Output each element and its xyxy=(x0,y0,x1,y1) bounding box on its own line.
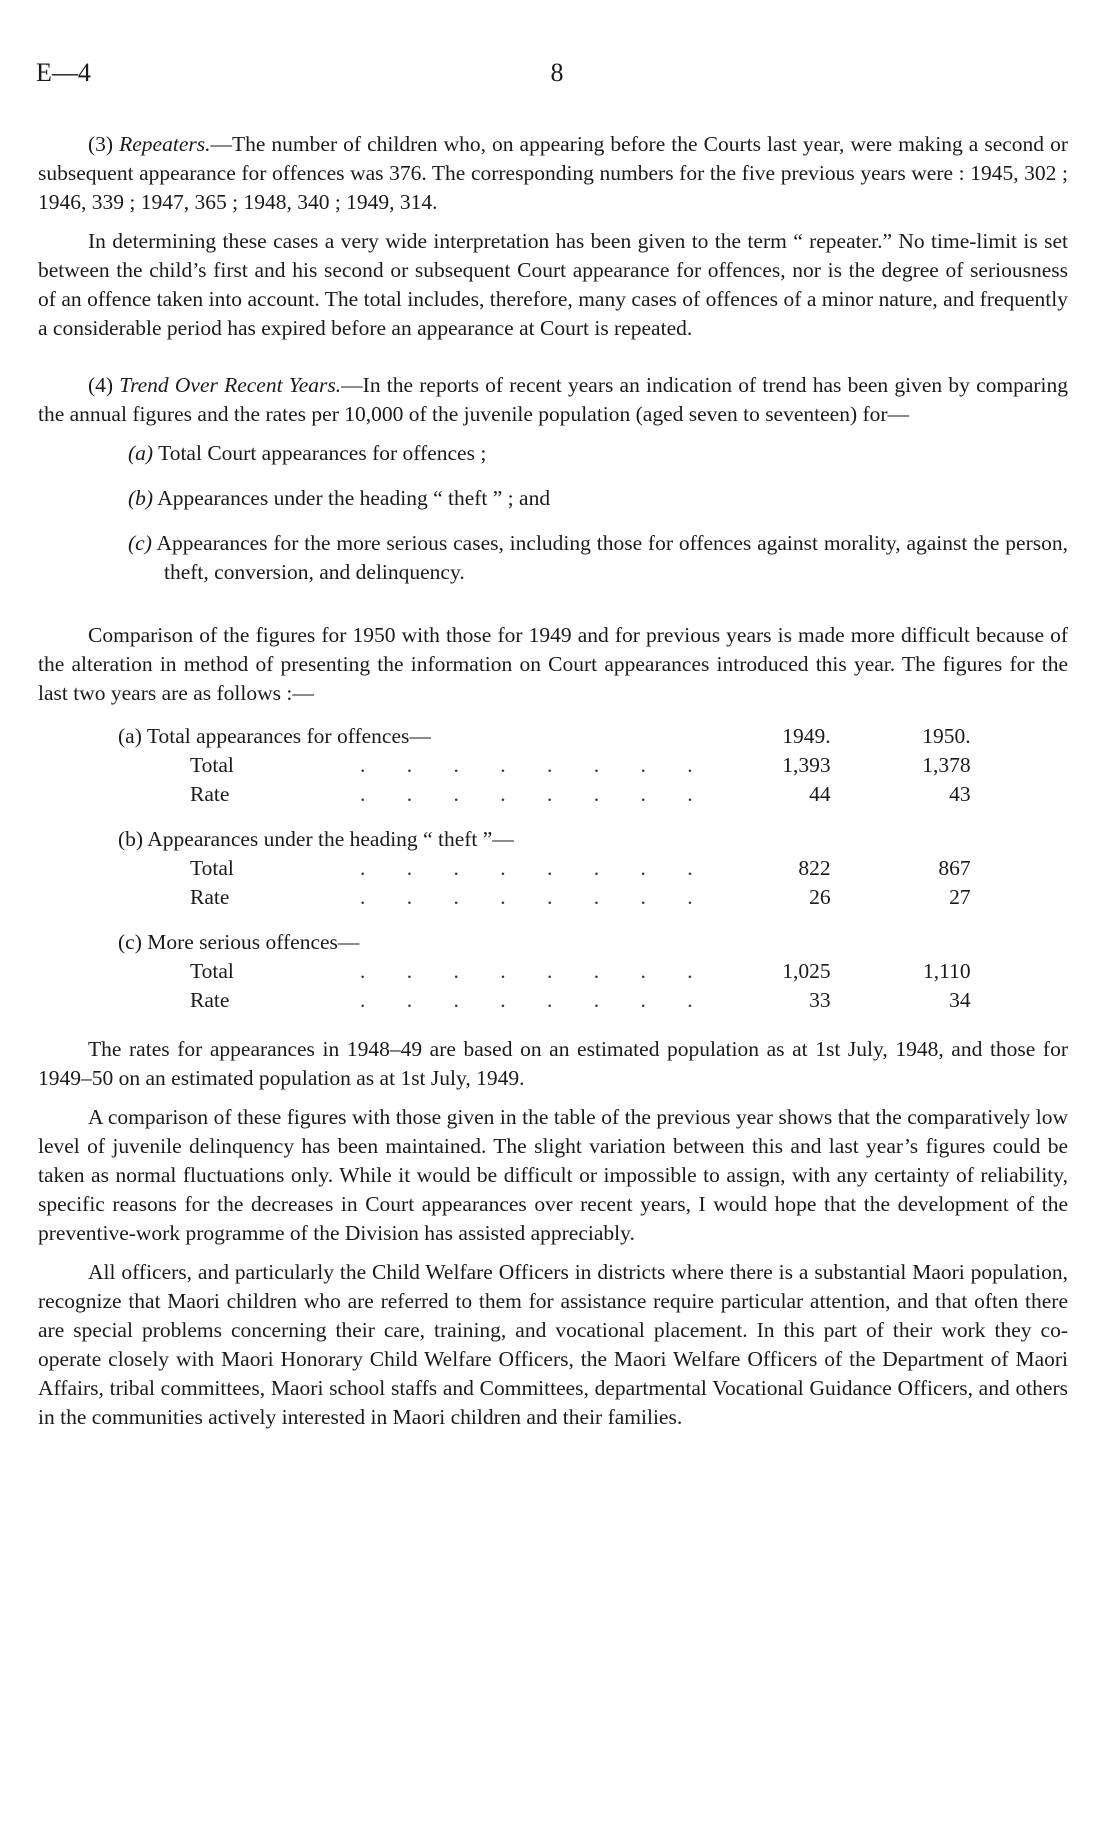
value-1950: 867 xyxy=(938,856,971,880)
list-marker: (b) xyxy=(128,486,154,510)
list-marker: (a) xyxy=(128,441,154,465)
group-title: (c) More serious offences— xyxy=(118,930,360,954)
value-1949: 26 xyxy=(809,885,831,909)
table-row xyxy=(118,751,971,780)
value-1950: 43 xyxy=(949,782,971,806)
list-text: Appearances under the heading “ theft ” ; and xyxy=(157,486,551,510)
table-row xyxy=(118,883,971,912)
value-1949: 1,025 xyxy=(782,959,831,983)
repeaters-paragraph xyxy=(38,130,1068,217)
value-1950: 1,110 xyxy=(923,959,971,983)
column-header-1949: 1949. xyxy=(782,724,831,748)
dot-leader: . . . . . . . . xyxy=(360,753,711,777)
section-heading: Trend Over Recent Years. xyxy=(119,373,342,397)
value-1949: 44 xyxy=(809,782,831,806)
page-header xyxy=(36,58,1078,98)
group-title: (b) Appearances under the heading “ theft ”— xyxy=(118,827,514,851)
comparison-paragraph: Comparison of the figures for 1950 with those for 1949 and for previous years is made more difficult because of the alteration in method of presenting the information on Court appearances introduced this year. The figures for the last two years are as follows :— xyxy=(38,623,1068,705)
table-row xyxy=(118,825,971,854)
list-item xyxy=(128,439,1068,468)
row-label: Total xyxy=(190,959,234,983)
list-item xyxy=(128,529,1068,587)
report-reference: E—4 xyxy=(36,58,91,87)
list-marker: (c) xyxy=(128,531,152,555)
value-1950: 34 xyxy=(949,988,971,1012)
row-label: Rate xyxy=(190,782,230,806)
dot-leader: . . . . . . . . xyxy=(360,959,711,983)
row-label: Rate xyxy=(190,885,230,909)
section-heading: Repeaters. xyxy=(119,132,211,156)
page-body xyxy=(38,130,1068,1442)
list-item xyxy=(128,484,1068,513)
dot-leader: . . . . . . . . xyxy=(360,885,711,909)
statistics-table xyxy=(118,722,971,1015)
list-text: Appearances for the more serious cases, including those for offences against morality, against the person, theft, conversion, and delinquency. xyxy=(156,531,1068,584)
table-row xyxy=(118,928,971,957)
row-label: Total xyxy=(190,753,234,777)
section-text: —The number of children who, on appearing before the Courts last year, were making a second or subsequent appearance for offences was 376. The corresponding numbers for the five previous years were : 1945, 302 ; 1946, 339 ; 1947, 365 ; 1948, 340 ; 1949, 314. xyxy=(38,132,1068,214)
table-row xyxy=(118,854,971,883)
table-row xyxy=(118,986,971,1015)
section-text: —In the reports of recent years an indication of trend has been given by comparing the annual figures and the rates per 10,000 of the juvenile population (aged seven to seventeen) for— xyxy=(38,373,1069,426)
list-text: Total Court appearances for offences ; xyxy=(158,441,487,465)
row-label: Total xyxy=(190,856,234,880)
value-1950: 1,378 xyxy=(922,753,971,777)
column-header-1950: 1950. xyxy=(922,724,971,748)
value-1949: 1,393 xyxy=(782,753,831,777)
comparison-summary-paragraph: A comparison of these figures with those given in the table of the previous year shows that the comparatively low level of juvenile delinquency has been maintained. The slight variation between this and last year’s figures could be taken as normal fluctuations only. While it would be difficult or impossible to assign, with any certainty of reliability, specific reasons for the decreases in Court appearances over recent years, I would hope that the development of the preventive-work programme of the Division has assisted appreciably. xyxy=(38,1105,1068,1245)
rates-basis-paragraph: The rates for appearances in 1948–49 are based on an estimated population as at 1st July, 1948, and those for 1949–50 on an estimated population as at 1st July, 1949. xyxy=(38,1037,1068,1090)
dot-leader: . . . . . . . . xyxy=(360,856,711,880)
table-row xyxy=(118,722,971,751)
row-label: Rate xyxy=(190,988,230,1012)
dot-leader: . . . . . . . . xyxy=(360,988,711,1012)
table-row xyxy=(118,957,971,986)
group-title: (a) Total appearances for offences— xyxy=(118,724,431,748)
repeater-definition-paragraph: In determining these cases a very wide interpretation has been given to the term “ repeater.” No time-limit is set between the child’s first and his second or subsequent Court appearance for offences, nor is the degree of seriousness of an offence taken into account. The total includes, therefore, many cases of offences of a minor nature, and frequently a considerable period has expired before an appearance at Court is repeated. xyxy=(38,229,1068,340)
value-1949: 33 xyxy=(809,988,831,1012)
trend-paragraph xyxy=(38,371,1068,429)
value-1950: 27 xyxy=(949,885,971,909)
page-number: 8 xyxy=(550,58,564,87)
dot-leader: . . . . . . . . xyxy=(360,782,711,806)
section-number: (3) xyxy=(88,132,114,156)
value-1949: 822 xyxy=(798,856,831,880)
maori-children-paragraph: All officers, and particularly the Child Welfare Officers in districts where there is a substantial Maori population, recognize that Maori children who are referred to them for assistance require particular attention, and that often there are special problems concerning their care, training, and vocational placement. In this part of their work they co-operate closely with Maori Honorary Child Welfare Officers, the Maori Welfare Officers of the Department of Maori Affairs, tribal committees, Maori school staffs and Committees, departmental Vocational Guidance Officers, and others in the communities actively interested in Maori children and their families. xyxy=(38,1260,1068,1429)
section-number: (4) xyxy=(88,373,114,397)
table-row xyxy=(118,780,971,809)
